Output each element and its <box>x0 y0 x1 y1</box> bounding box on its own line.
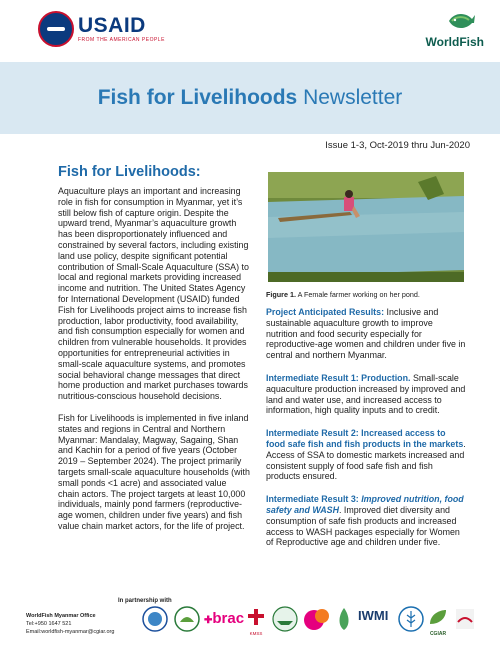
left-column <box>58 164 250 543</box>
pond-photo <box>268 172 464 282</box>
partner-logos <box>142 606 477 640</box>
brac-logo <box>204 610 244 627</box>
worldfish-wordmark: WorldFish <box>425 35 484 49</box>
figure-caption <box>266 290 466 299</box>
usaid-wordmark: USAID <box>78 14 146 37</box>
ir1-heading: Intermediate Result 1: Production. <box>266 372 411 383</box>
intermediate-result-3 <box>266 494 466 548</box>
intro-paragraph: Aquaculture plays an important and increasing role in fish for consumption in Myanmar, yet it’s still below fish of capture origin. Despite the upward trend, Myanmar’s aquaculture growth has been disproportionately influenced and constrained by several factors, including existing land use policy, despite significant potential contribution of Small-Scale Aquaculture (SSA) to local and regional markets providing increased income and nutrition. The United States Agency for International Development (USAID) funded Fish for Livelihoods project aims to increase fish production, labor productivity, food availability, and fish consumption especially for women and children from vulnerable households. It provides opportunities for entrepreneurial activities in small-scale aquaculture systems, and promotes social behavioral change messages that direct home production and market purchases towards nutritious-conscious household decisions. <box>58 186 249 402</box>
brac-wordmark: brac <box>212 610 245 627</box>
partner-logo-5-icon <box>334 606 354 632</box>
partnership-label: In partnership with <box>118 598 172 604</box>
office-contact <box>26 612 114 636</box>
ir3-heading-italic: Improved nutrition, food safety and WASH <box>266 494 464 515</box>
anticipated-results-text: Inclusive and sustainable aquaculture growth to improve nutrition and food security especially for reproductive-age women and children under five in central and northern Myanmar. <box>266 307 466 361</box>
partner-seal-2-icon <box>174 606 200 632</box>
ir2-text: . Access of SSA to domestic markets increased and consistent supply of food safe fish and fish products ensured. <box>266 438 466 482</box>
partner-logo-9-icon <box>454 606 476 632</box>
office-email: Email:worldfish-myanmar@cgiar.org <box>26 629 115 635</box>
kmss-cross-icon <box>246 608 266 626</box>
implementation-paragraph: Fish for Livelihoods is implemented in five inland states and regions in Central and Northern Myanmar: Mandalay, Magway, Sagaing, Shan and Kachin for a period of five years (October 2019 – September 2024). The project primarily targets small-scale aquaculture households (with small ponds <1 acre) and associated value chain actors. The project targets at least 10,000 individuals, mainly pond farmers (reproductive-age women, children under five years) and fish value chain market actors, for the life of project. <box>58 412 250 531</box>
figure-caption-text: A Female farmer working on her pond. <box>295 290 420 299</box>
ir3-text: . Improved diet diversity and consumption of safe fish products and increased access to WASH packages especially for Women of Reproductive age and children under five. <box>266 504 460 548</box>
intermediate-result-1 <box>266 373 466 416</box>
partner-logo-4-icon <box>302 606 330 632</box>
figure-caption-label: Figure 1. <box>266 290 296 299</box>
title-banner <box>0 62 500 134</box>
cgiar-logo <box>428 608 448 637</box>
cgiar-wordmark: CGIAR <box>429 631 447 637</box>
ir2-heading: Intermediate Result 2: Increased access to food safe fish and fish products in the markets <box>266 428 464 449</box>
office-name: WorldFish Myanmar Office <box>26 613 96 619</box>
iwmi-wordmark: IWMI <box>358 608 389 623</box>
intermediate-result-2 <box>266 428 466 482</box>
usaid-logo <box>38 11 165 47</box>
worldfish-fish-icon <box>446 10 476 32</box>
newsletter-title-bold: Fish for Livelihoods <box>97 86 298 109</box>
brac-mark-icon: ✚ <box>204 615 213 626</box>
section-heading: Fish for Livelihoods: <box>58 164 201 180</box>
newsletter-title-light: Newsletter <box>297 86 403 109</box>
right-column <box>266 172 466 548</box>
office-tel: Tel:+950 1647 521 <box>26 621 72 627</box>
usaid-tagline: FROM THE AMERICAN PEOPLE <box>78 37 165 43</box>
partner-seal-1-icon <box>142 606 168 632</box>
ir3-heading: Intermediate Result 3: <box>266 494 362 505</box>
usaid-seal-icon <box>38 11 74 47</box>
cgiar-leaf-icon <box>428 608 448 626</box>
ir1-text: Small-scale aquaculture production increased by improved and land and water use, and increased access to information, high quality inputs and to credit. <box>266 372 466 416</box>
newsletter-title <box>0 86 500 110</box>
issue-line: Issue 1-3, Oct-2019 thru Jun-2020 <box>325 140 470 151</box>
header <box>0 0 500 62</box>
iwmi-logo <box>358 608 388 623</box>
fao-seal-icon <box>398 606 424 632</box>
anticipated-results <box>266 307 466 361</box>
kmss-wordmark: KMSS <box>249 631 263 636</box>
kmss-logo <box>246 608 266 636</box>
partner-seal-3-icon <box>272 606 298 632</box>
worldfish-logo <box>422 10 486 52</box>
anticipated-results-heading: Project Anticipated Results: <box>266 307 385 317</box>
